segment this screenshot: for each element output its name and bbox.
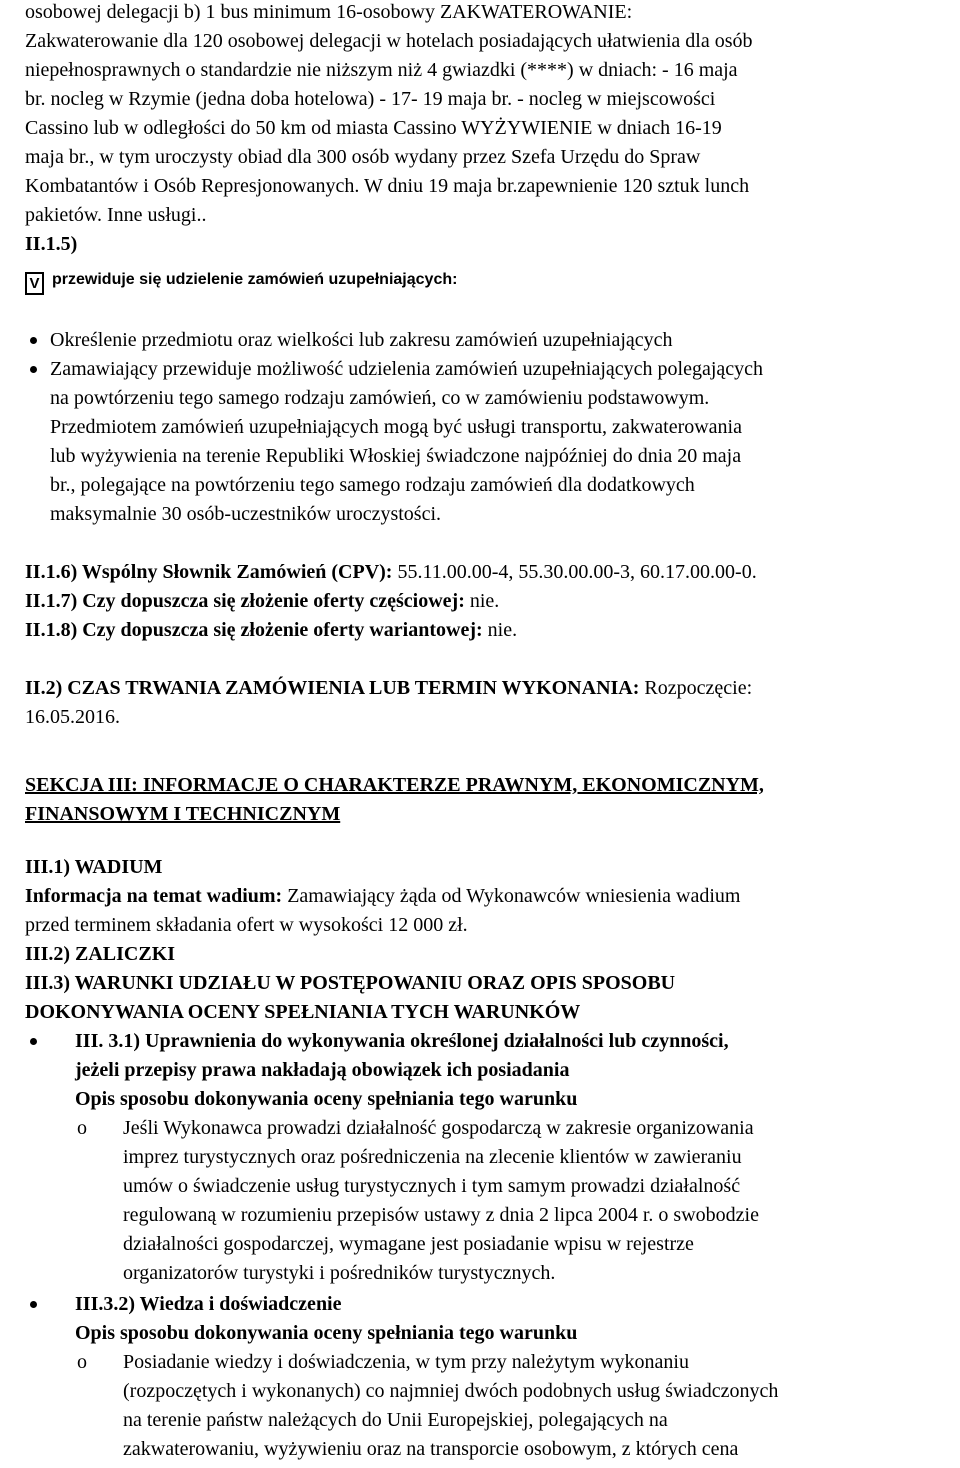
wadium-text-line-2: przed terminem składania ofert w wysokości 12 000 zł. — [25, 914, 468, 936]
bullet-icon — [30, 366, 37, 373]
bullet-icon — [30, 1301, 37, 1308]
item-3-1-line-2: imprez turystycznych oraz pośredniczenia na zlecenie klientów w zawieraniu — [123, 1146, 742, 1168]
intro-line-6: maja br., w tym uroczysty obiad dla 300 osób wydany przez Szefa Urzędu do Spraw — [25, 146, 701, 168]
bullet-icon — [30, 1038, 37, 1045]
intro-line-1: osobowej delegacji b) 1 bus minimum 16-osobowy ZAKWATEROWANIE: — [25, 1, 633, 23]
warunki-heading-line-1: III.3) WARUNKI UDZIAŁU W POSTĘPOWANIU ORAZ OPIS SPOSOBU — [25, 972, 676, 994]
intro-line-8: pakietów. Inne usługi.. — [25, 204, 207, 226]
intro-line-2: Zakwaterowanie dla 120 osobowej delegacji w hotelach posiadających ułatwienia dla osób — [25, 30, 753, 52]
supplementary-heading: Określenie przedmiotu oraz wielkości lub zakresu zamówień uzupełniających — [50, 329, 673, 351]
supplementary-line-2: na powtórzeniu tego samego rodzaju zamówień, co w zamówieniu podstawowym. — [50, 387, 710, 409]
partial-offer-row — [25, 587, 952, 616]
item-3-2-line-1: Posiadanie wiedzy i doświadczenia, w tym przy należytym wykonaniu — [123, 1351, 689, 1373]
item-3-2-heading: III.3.2) Wiedza i doświadczenie — [75, 1293, 342, 1315]
checkbox-checked[interactable]: V — [25, 272, 44, 295]
item-3-1-line-4: regulowaną w rozumieniu przepisów ustawy z dnia 2 lipca 2004 r. o swobodzie — [123, 1204, 759, 1226]
intro-line-7: Kombatantów i Osób Represjonowanych. W dniu 19 maja br.zapewnienie 120 sztuk lunch — [25, 175, 750, 197]
cpv-row — [25, 558, 952, 587]
zaliczki-heading: III.2) ZALICZKI — [25, 943, 176, 965]
wadium-text-line-1: Zamawiający żąda od Wykonawców wniesienia wadium — [287, 885, 741, 907]
item-3-1-line-3: umów o świadczenie usług turystycznych i tym samym prowadzi działalność — [123, 1175, 741, 1197]
supplementary-orders-checkbox-row — [25, 264, 952, 295]
intro-line-3: niepełnosprawnych o standardzie nie niższym niż 4 gwiazdki (****) w dniach: - 16 maja — [25, 59, 738, 81]
supplementary-line-4: lub wyżywienia na terenie Republiki Włoskiej świadczone najpóźniej do dnia 20 maja — [50, 445, 742, 467]
checkbox-label: przewiduje się udzielenie zamówień uzupełniających: — [52, 271, 458, 288]
supplementary-line-6: maksymalnie 30 osób-uczestników uroczystości. — [50, 503, 442, 525]
section-iii-title-line-2: FINANSOWYM I TECHNICZNYM — [25, 803, 341, 825]
wadium-heading: III.1) WADIUM — [25, 856, 163, 878]
item-3-1-heading-line-2: jeżeli przepisy prawa nakładają obowiązek ich posiadania — [75, 1059, 570, 1081]
item-3-2-line-2: (rozpoczętych i wykonanych) co najmniej dwóch podobnych usług świadczonych — [123, 1380, 779, 1402]
partial-offer-value: nie. — [469, 590, 500, 612]
duration-date: 16.05.2016. — [25, 706, 120, 728]
duration-label: II.2) CZAS TRWANIA ZAMÓWIENIA LUB TERMIN WYKONANIA: — [25, 677, 640, 699]
item-3-1-opis: Opis sposobu dokonywania oceny spełniania tego warunku — [75, 1088, 578, 1110]
item-3-1-line-5: działalności gospodarczej, wymagane jest posiadanie wpisu w rejestrze — [123, 1233, 694, 1255]
partial-offer-label: II.1.7) Czy dopuszcza się złożenie oferty częściowej: — [25, 590, 465, 612]
warunki-heading-line-2: DOKONYWANIA OCENY SPEŁNIANIA TYCH WARUNKÓW — [25, 1001, 581, 1023]
wadium-label: Informacja na temat wadium: — [25, 885, 283, 907]
item-3-2-opis: Opis sposobu dokonywania oceny spełniania tego warunku — [75, 1322, 578, 1344]
section-number-ii-1-5: II.1.5) — [25, 233, 78, 255]
duration-value: Rozpoczęcie: — [644, 677, 753, 699]
variant-offer-row — [25, 616, 952, 645]
intro-line-4: br. nocleg w Rzymie (jedna doba hotelowa) - 17- 19 maja br. - nocleg w miejscowości — [25, 88, 716, 110]
variant-offer-value: nie. — [487, 619, 518, 641]
sub-bullet-marker: o — [77, 1117, 87, 1139]
variant-offer-label: II.1.8) Czy dopuszcza się złożenie oferty wariantowej: — [25, 619, 483, 641]
item-3-2-line-4: zakwaterowaniu, wyżywieniu oraz na transporcie osobowym, z których cena — [123, 1438, 739, 1460]
sub-bullet-marker: o — [77, 1351, 87, 1373]
section-iii-title-line-1: SEKCJA III: INFORMACJE O CHARAKTERZE PRAWNYM, EKONOMICZNYM, — [25, 774, 764, 796]
item-3-1-line-6: organizatorów turystyki i pośredników turystycznych. — [123, 1262, 556, 1284]
supplementary-line-1: Zamawiający przewiduje możliwość udzielenia zamówień uzupełniających polegających — [50, 358, 764, 380]
item-3-1-heading-line-1: III. 3.1) Uprawnienia do wykonywania określonej działalności lub czynności, — [75, 1030, 729, 1052]
bullet-icon — [30, 337, 37, 344]
supplementary-line-3: Przedmiotem zamówień uzupełniających mogą być usługi transportu, zakwaterowania — [50, 416, 742, 438]
duration-row — [25, 674, 952, 703]
item-3-1-line-1: Jeśli Wykonawca prowadzi działalność gospodarczą w zakresie organizowania — [123, 1117, 754, 1139]
item-3-2-line-3: na terenie państw należących do Unii Europejskiej, polegających na — [123, 1409, 668, 1431]
supplementary-line-5: br., polegające na powtórzeniu tego samego rodzaju zamówień dla dodatkowych — [50, 474, 695, 496]
cpv-value: 55.11.00.00-4, 55.30.00.00-3, 60.17.00.00-0. — [397, 561, 757, 583]
intro-line-5: Cassino lub w odległości do 50 km od miasta Cassino WYŻYWIENIE w dniach 16-19 — [25, 117, 722, 139]
cpv-label: II.1.6) Wspólny Słownik Zamówień (CPV): — [25, 561, 393, 583]
wadium-row — [25, 882, 952, 911]
